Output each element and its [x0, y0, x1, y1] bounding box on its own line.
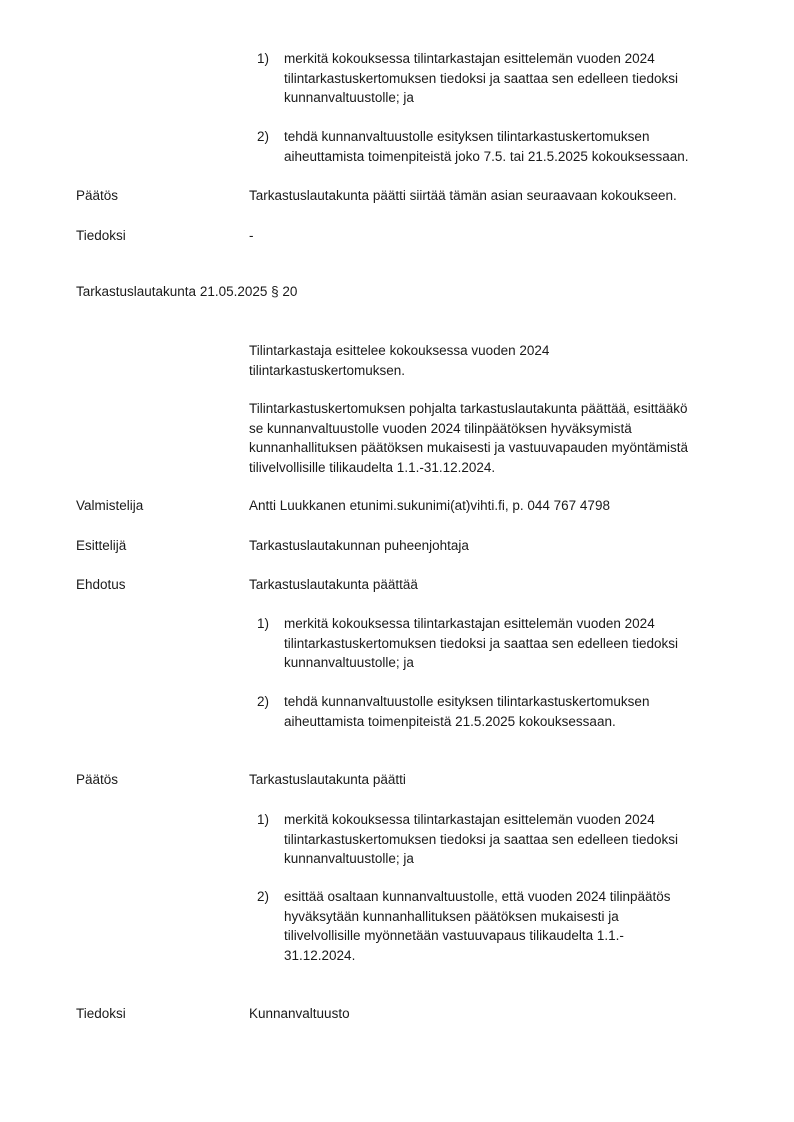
intro-line: tilintarkastuskertomuksen. [249, 362, 406, 378]
list-number: 2) [257, 889, 270, 904]
tiedoksi-label: Tiedoksi [76, 1006, 126, 1021]
list-item-line: tehdä kunnanvaltuustolle esityksen tilintarkastuskertomuksen [284, 129, 650, 144]
list-number: 1) [257, 616, 270, 631]
list-item-line: tilintarkastuskertomuksen tiedoksi ja saattaa sen edelleen tiedoksi [284, 635, 678, 651]
intro-line: Tilintarkastuskertomuksen pohjalta tarkastuslautakunta päättää, esittääkö [249, 401, 688, 416]
list-item-line: merkitä kokouksessa tilintarkastajan esittelemän vuoden 2024 [284, 616, 655, 631]
valmistelija-label: Valmistelija [76, 498, 144, 513]
list-item [284, 127, 744, 166]
valmistelija-value: Antti Luukkanen etunimi.sukunimi(at)vihti.fi, p. 044 767 4798 [249, 498, 610, 513]
list-item-line: aiheuttamista toimenpiteistä 21.5.2025 kokouksessaan. [284, 713, 616, 729]
list-number: 2) [257, 694, 270, 709]
tiedoksi-value-1: - [249, 228, 254, 243]
meeting-heading: Tarkastuslautakunta 21.05.2025 § 20 [76, 284, 298, 299]
paatos-lead: Tarkastuslautakunta päätti [249, 772, 406, 787]
list-item-line: aiheuttamista toimenpiteistä joko 7.5. tai 21.5.2025 kokouksessaan. [284, 148, 689, 164]
intro-paragraph-2 [249, 399, 749, 477]
paatos-label-1: Päätös [76, 188, 119, 203]
esittelija-label: Esittelijä [76, 538, 127, 553]
list-item-line: tehdä kunnanvaltuustolle esityksen tilintarkastuskertomuksen [284, 694, 650, 709]
list-item [284, 49, 744, 108]
paatos-text-1: Tarkastuslautakunta päätti siirtää tämän asian seuraavaan kokoukseen. [249, 188, 677, 203]
list-item-line: merkitä kokouksessa tilintarkastajan esittelemän vuoden 2024 [284, 812, 655, 827]
ehdotus-lead: Tarkastuslautakunta päättää [249, 577, 418, 592]
ehdotus-label: Ehdotus [76, 577, 126, 592]
tiedoksi-label-1: Tiedoksi [76, 228, 126, 243]
intro-line: tilivelvollisille tilikaudelta 1.1.-31.12.2024. [249, 459, 496, 475]
list-item-line: tilintarkastuskertomuksen tiedoksi ja saattaa sen edelleen tiedoksi [284, 831, 678, 847]
list-item-line: kunnanvaltuustolle; ja [284, 851, 414, 866]
intro-line: kunnanhallituksen päätöksen mukaisesti ja vastuuvapauden myöntämistä [249, 440, 689, 455]
list-item [284, 692, 744, 731]
list-number: 2) [257, 129, 270, 144]
list-item-line: tilivelvollisille myönnetään vastuuvapaus tilikaudelta 1.1.- [284, 928, 624, 943]
list-item-line: 31.12.2024. [284, 947, 356, 963]
intro-paragraph-1 [249, 341, 749, 380]
list-number: 1) [257, 812, 270, 827]
list-item [284, 614, 744, 673]
list-item-line: kunnanvaltuustolle; ja [284, 655, 414, 670]
paatos-label: Päätös [76, 772, 119, 787]
intro-line: se kunnanvaltuustolle vuoden 2024 tilinpäätöksen hyväksymistä [249, 420, 632, 436]
tiedoksi-value: Kunnanvaltuusto [249, 1006, 350, 1021]
list-item-line: kunnanvaltuustolle; ja [284, 90, 414, 105]
list-number: 1) [257, 51, 270, 66]
list-item [284, 887, 744, 965]
intro-line: Tilintarkastaja esittelee kokouksessa vuoden 2024 [249, 343, 550, 358]
list-item-line: hyväksytään kunnanhallituksen päätöksen mukaisesti ja [284, 908, 619, 924]
esittelija-value: Tarkastuslautakunnan puheenjohtaja [249, 538, 469, 553]
list-item-line: merkitä kokouksessa tilintarkastajan esittelemän vuoden 2024 [284, 51, 655, 66]
list-item-line: esittää osaltaan kunnanvaltuustolle, että vuoden 2024 tilinpäätös [284, 889, 671, 904]
list-item [284, 810, 744, 869]
list-item-line: tilintarkastuskertomuksen tiedoksi ja saattaa sen edelleen tiedoksi [284, 70, 678, 86]
